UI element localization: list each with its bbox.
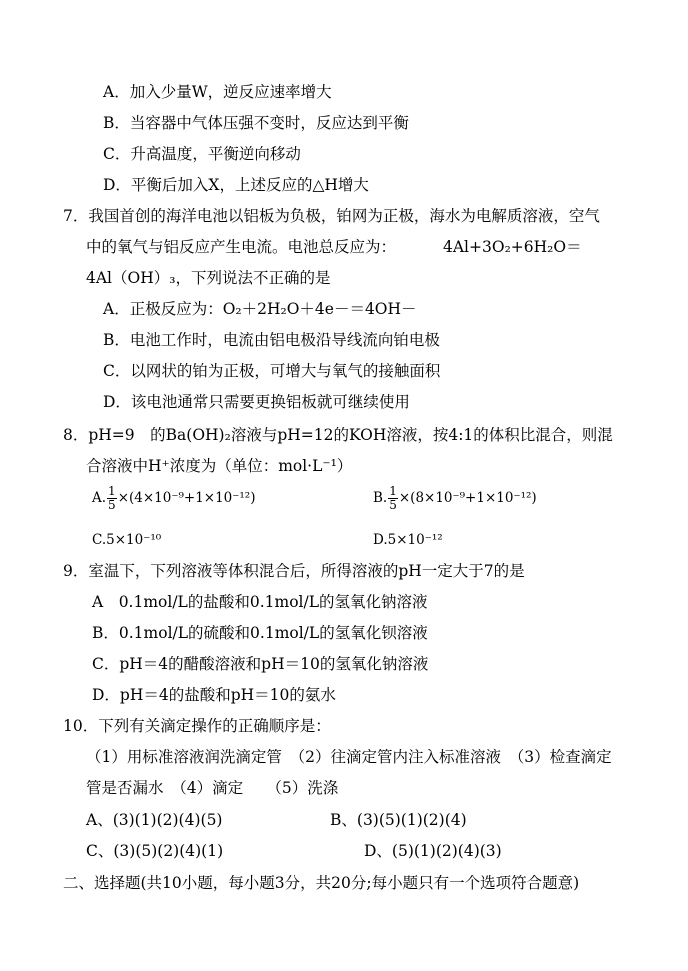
q8-option-a-label: A.: [92, 490, 107, 506]
fraction-denominator: 5: [108, 498, 116, 512]
q7-stem-line3: 4Al（OH）₃，下列说法不正确的是: [86, 269, 331, 287]
q7-option-c: C．以网状的铂为正极，可增大与氧气的接触面积: [103, 362, 441, 380]
q10-option-a: A、(3)(1)(2)(4)(5): [86, 811, 223, 829]
q7-stem-line1: 7．我国首创的海洋电池以铝板为负极，铂网为正极，海水为电解质溶液，空气: [63, 207, 600, 225]
q8-option-b-label: B.: [373, 490, 388, 506]
q9-option-c: C．pH＝4的醋酸溶液和pH＝10的氢氧化钠溶液: [92, 655, 429, 673]
q8-option-d: D.5×10⁻¹²: [373, 532, 443, 548]
fraction-one-fifth: [388, 485, 398, 512]
q9-option-a: A 0.1mol/L的盐酸和0.1mol/L的氢氧化钠溶液: [92, 593, 428, 611]
q7-stem-line2: 中的氧气与铝反应产生电流。电池总反应为：: [86, 238, 397, 256]
fraction-one-fifth: [107, 485, 117, 512]
q8-option-a: [92, 485, 256, 512]
q6-option-c: C．升高温度，平衡逆向移动: [103, 145, 301, 163]
q8-option-b-expr: ×(8×10⁻⁹+1×10⁻¹²): [398, 490, 537, 506]
q9-stem: 9．室温下，下列溶液等体积混合后，所得溶液的pH一定大于7的是: [63, 562, 525, 580]
q8-option-c: C.5×10⁻¹⁰: [92, 532, 162, 548]
q7-equation-part1: 4Al+3O₂+6H₂O＝: [443, 238, 582, 256]
q6-option-d: D．平衡后加入X，上述反应的△H增大: [103, 176, 369, 194]
fraction-numerator: 1: [389, 484, 397, 498]
q10-option-b: B、(3)(5)(1)(2)(4): [330, 811, 467, 829]
q8-stem-line1: 8．pH=9 的Ba(OH)₂溶液与pH=12的KOH溶液，按4:1的体积比混合，则混: [63, 426, 613, 444]
fraction-numerator: 1: [108, 484, 116, 498]
q7-option-b: B．电池工作时，电流由铝电极沿导线流向铂电极: [103, 331, 440, 349]
q8-option-b: [373, 485, 537, 512]
q10-steps-line1: （1）用标准溶液润洗滴定管 （2）往滴定管内注入标准溶液 （3）检查滴定: [86, 748, 612, 766]
q10-option-d: D、(5)(1)(2)(4)(3): [364, 842, 502, 860]
q6-option-a: A．加入少量W，逆反应速率增大: [103, 83, 332, 101]
fraction-denominator: 5: [389, 498, 397, 512]
q7-option-d: D．该电池通常只需要更换铝板就可继续使用: [103, 393, 410, 411]
q10-stem: 10．下列有关滴定操作的正确顺序是：: [63, 717, 331, 735]
q9-option-d: D．pH＝4的盐酸和pH＝10的氨水: [92, 686, 336, 704]
q8-stem-line2: 合溶液中H⁺浓度为（单位：mol·L⁻¹）: [86, 457, 353, 475]
section-two-heading: 二、选择题(共10小题，每小题3分，共20分;每小题只有一个选项符合题意): [63, 874, 580, 892]
q8-option-a-expr: ×(4×10⁻⁹+1×10⁻¹²): [117, 490, 256, 506]
q6-option-b: B．当容器中气体压强不变时，反应达到平衡: [103, 114, 409, 132]
q10-steps-line2: 管是否漏水 （4）滴定 （5）洗涤: [86, 779, 339, 797]
q10-option-c: C、(3)(5)(2)(4)(1): [86, 842, 224, 860]
q9-option-b: B．0.1mol/L的硫酸和0.1mol/L的氢氧化钡溶液: [92, 624, 428, 642]
q7-option-a: A．正极反应为：O₂＋2H₂O＋4e－＝4OH－: [103, 300, 417, 318]
